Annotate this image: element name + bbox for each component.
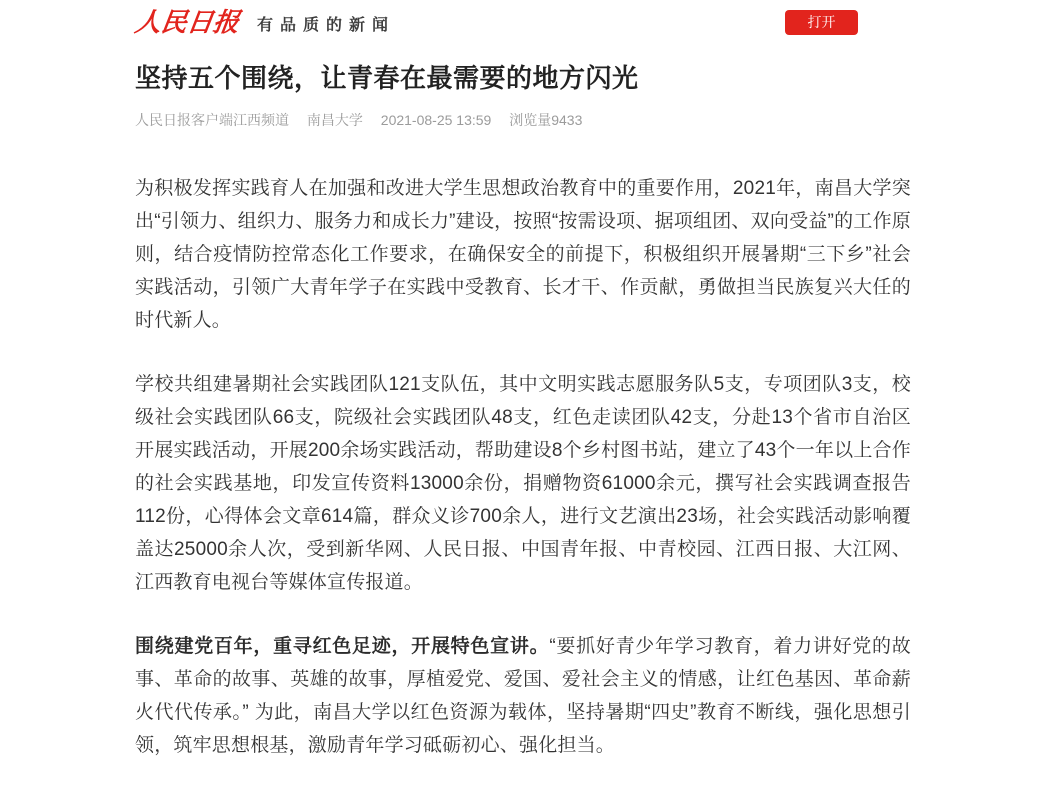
- brand-tagline: 有品质的新闻: [257, 16, 396, 34]
- article-page: [132, 0, 911, 762]
- article-body: [135, 172, 911, 762]
- paragraph-1: 为积极发挥实践育人在加强和改进大学生思想政治教育中的重要作用，2021年，南昌大学突出“引领力、组织力、服务力和成长力”建设，按照“按需设项、据项组团、双向受益”的工作原则，结合疫情防控常态化工作要求，在确保安全的前提下，积极组织开展暑期“三下乡”社会实践活动，引领广大青年学子在实践中受教育、长才干、作贡献，勇做担当民族复兴大任的时代新人。: [135, 178, 911, 331]
- meta-datetime: 2021-08-25 13:59: [380, 112, 492, 128]
- paragraph-3-body: “要抓好青少年学习教育，着力讲好党的故事、革命的故事、英雄的故事，厚植爱党、爱国、爱社会主义的情感，让红色基因、革命薪火代代传承。” 为此，南昌大学以红色资源为载体，坚持暑期“四史”教育不断线，强化思想引领，筑牢思想根基，激励青年学习砥砺初心、强化担当。: [135, 636, 911, 756]
- peoples-daily-logo[interactable]: 人民日报: [132, 8, 242, 38]
- article-meta: [135, 110, 911, 130]
- paragraph-3-lead: 围绕建党百年，重寻红色足迹，开展特色宣讲。: [135, 636, 550, 657]
- paragraph-3: [135, 630, 911, 762]
- site-header: [132, 0, 911, 42]
- meta-source: 人民日报客户端江西频道: [135, 112, 289, 128]
- article-title: 坚持五个围绕，让青春在最需要的地方闪光: [135, 63, 639, 93]
- open-app-button[interactable]: 打开: [785, 10, 858, 35]
- meta-author: 南昌大学: [306, 112, 363, 128]
- paragraph-2: 学校共组建暑期社会实践团队121支队伍，其中文明实践志愿服务队5支，专项团队3支，校级社会实践团队66支，院级社会实践团队48支，红色走读团队42支，分赴13个省市自治区开展实践活动，开展200余场实践活动，帮助建设8个乡村图书站，建立了43个一年以上合作的社会实践基地，印发宣传资料13000余份，捐赠物资61000余元，撰写社会实践调查报告112份，心得体会文章614篇，群众义诊700余人，进行文艺演出23场，社会实践活动影响覆盖达25000余人次，受到新华网、人民日报、中国青年报、中青校园、江西日报、大江网、江西教育电视台等媒体宣传报道。: [135, 374, 911, 593]
- meta-view-count: 浏览量9433: [509, 112, 583, 128]
